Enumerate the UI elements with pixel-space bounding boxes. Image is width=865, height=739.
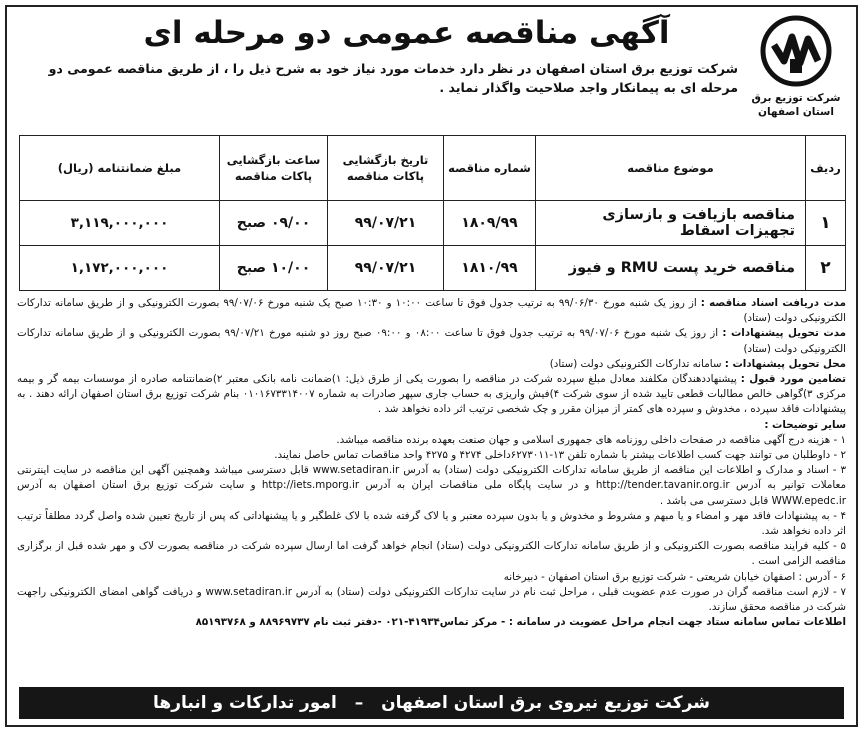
- tender-table: [19, 135, 846, 291]
- table-header-row: [20, 136, 846, 201]
- cell-row-number: ۱: [806, 201, 846, 246]
- doc-receive-text: از روز یک شنبه مورخ ۹۹/۰۶/۳۰ به ترتیب جدول فوق تا ساعت ۱۰:۰۰ و ۱۰:۳۰ صبح یک شنبه مورخ ۹۹/۰۷/۰۶ بصورت الکترونیکی و از طریق سامانه تدارکات الکترونیکی دولت (ستاد): [17, 297, 846, 325]
- guarantee-note: [17, 372, 846, 418]
- cell-subject: مناقصه بازیافت و بازسازی تجهیزات اسقاط: [536, 201, 806, 246]
- doc-receive-label: مدت دریافت اسناد مناقصه :: [700, 297, 846, 309]
- list-item: ۴ - به پیشنهادات فاقد مهر و امضاء و یا مبهم و مشروط و مخدوش و یا بدون سپرده معتبر و یا لاک گرفته شده با لاک غلطگیر و یا پیشنهاداتی که پس از تاریخ تعیین شده واصل گردد مطلقاً ترتیب اثر داده نخواهد شد.: [17, 509, 846, 538]
- contact-info: اطلاعات تماس سامانه ستاد جهت انجام مراحل عضویت در سامانه : - مرکز تماس۴۱۹۳۴-۰۲۱ -دفتر ثبت نام ۸۸۹۶۹۷۳۷ و ۸۵۱۹۳۷۶۸: [195, 616, 846, 629]
- company-logo: [744, 13, 848, 131]
- header-row-number: ردیف: [806, 136, 846, 201]
- list-item: ۲ - داوطلبان می توانند جهت کسب اطلاعات بیشتر با شماره تلفن ۱۳-۶۲۷۳۰۱۱داخلی ۴۲۷۴ و ۴۲۷۵ واحد مناقصات تماس حاصل نمایند.: [274, 449, 846, 462]
- list-item: ۶ - آدرس : اصفهان خیابان شریعتی - شرکت توزیع برق استان اصفهان - دبیرخانه: [503, 570, 846, 583]
- cell-row-number: ۲: [806, 246, 846, 291]
- list-item: ۵ - کلیه فرایند مناقصه بصورت الکترونیکی و از طریق سامانه تدارکات الکترونیکی دولت (ستاد) انجام خواهد گرفت اما ارسال سپرده شرکت در مناقصه بصورت لاک و مهر شده قبل از برگزاری مناقصه الزامی است .: [17, 540, 846, 568]
- list-item: ۷ - لازم است مناقصه گران در صورت عدم عضویت قبلی ، مراحل ثبت نام در سایت تدارکات الکترونیکی دولت (ستاد) به آدرس www.setadiran.ir و دریافت گواهی امضای الکترونیکی راجهت شرکت در مناقصه محقق سازند.: [17, 585, 847, 614]
- notes-section: [17, 296, 846, 630]
- cell-tender-number: ۱۸۱۰/۹۹: [444, 246, 536, 291]
- cell-open-time: ۱۰/۰۰ صبح: [220, 246, 328, 291]
- header-open-time: ساعت بازگشایی پاکات مناقصه: [220, 136, 328, 201]
- cell-subject: مناقصه خرید پست RMU و فیوز: [536, 246, 806, 291]
- guarantee-label: تضامین مورد قبول :: [740, 373, 846, 386]
- table-row: [20, 246, 846, 291]
- cell-guarantee-amount: ۳,۱۱۹,۰۰۰,۰۰۰: [20, 201, 220, 246]
- delivery-note: [17, 357, 846, 372]
- cell-tender-number: ۱۸۰۹/۹۹: [444, 201, 536, 246]
- intro-paragraph: شرکت توزیع برق استان اصفهان در نظر دارد خدمات مورد نیاز خود به شرح ذیل را ، از طریق مناقصه عمومی دو مرحله ای به پیمانکار واجد صلاحیت واگذار نماید .: [48, 61, 738, 95]
- logo-caption-line2: استان اصفهان: [758, 106, 834, 118]
- cell-guarantee-amount: ۱,۱۷۲,۰۰۰,۰۰۰: [20, 246, 220, 291]
- doc-receive-note: [17, 296, 846, 326]
- proposal-label: مدت تحویل پیشنهادات :: [722, 327, 847, 340]
- footer-separator: –: [354, 693, 364, 713]
- power-company-logo-icon: [760, 15, 832, 87]
- delivery-label: محل تحویل پیشنهادات :: [724, 357, 846, 370]
- tender-notice: [5, 5, 858, 727]
- proposal-note: [17, 326, 846, 356]
- header-open-date: تاریخ بازگشایی پاکات مناقصه: [328, 136, 444, 201]
- header-tender-number: شماره مناقصه: [444, 136, 536, 201]
- page-title: آگهی مناقصه عمومی دو مرحله ای: [143, 15, 670, 51]
- delivery-text: سامانه تدارکات الکترونیکی دولت (ستاد): [549, 357, 722, 370]
- other-notes-label: سایر توضیحات :: [764, 418, 846, 431]
- footer-department: امور تدارکات و انبارها: [153, 693, 337, 713]
- logo-caption-line1: شرکت توزیع برق: [751, 92, 841, 104]
- header-subject: موضوع مناقصه: [536, 136, 806, 201]
- list-item: ۳ - اسناد و مدارک و اطلاعات این مناقصه از طریق سامانه تدارکات الکترونیکی دولت (ستاد) به آدرس www.setadiran.ir قابل دسترسی میباشد وهمچنین آگهی این مناقصه در سایت اینترنتی معاملات توانیر به آدرس http://tender.tavanir.org.ir و در سایت پایگاه ملی مناقصات ایران به آدرس http://iets.mporg.ir و سایت شرکت توزیع برق استان اصفهان به آدرس WWW.epedc.ir قابل دسترسی می باشد .: [17, 464, 846, 507]
- cell-open-time: ۰۹/۰۰ صبح: [220, 201, 328, 246]
- cell-open-date: ۹۹/۰۷/۲۱: [328, 246, 444, 291]
- list-item: ۱ - هزینه درج آگهی مناقصه در صفحات داخلی روزنامه های جمهوری اسلامی و جهان صنعت بعهده برنده مناقصه میباشد.: [336, 433, 846, 446]
- header-guarantee-amount: مبلغ ضمانتنامه (ریال): [20, 136, 220, 201]
- footer-company: شرکت توزیع نیروی برق استان اصفهان: [381, 693, 710, 713]
- guarantee-text: پیشنهاددهندگان مکلفند معادل مبلغ سپرده شرکت در مناقصه را بصورت یکی از طرق ذیل: ۱)ضمانت نامه بانکی معتبر ۲)ضمانتنامه صادره از موسسات بیمه گر و بیمه مرکزی ۳)گواهی خالص مطالبات قطعی تایید شده از سوی شرکت ۴)فیش واریزی به حساب جاری سپهر صادرات به شماره ۰۱۰۱۶۷۳۳۱۴۰۰۷ بنام شرکت توزیع برق استان اصفهان ارائه دهند . به پیشنهادات فاقد سپرده ، مخدوش و سپرده های کمتر از میزان مقرر و چک شخصی ترتیب اثر داده نخواهد شد .: [17, 373, 846, 416]
- cell-open-date: ۹۹/۰۷/۲۱: [328, 201, 444, 246]
- proposal-text: از روز یک شنبه مورخ ۹۹/۰۷/۰۶ به ترتیب جدول فوق تا ساعت ۰۸:۰۰ و ۰۹:۰۰ صبح روز دو شنبه مورخ ۹۹/۰۷/۲۱ بصورت الکترونیکی و از طریق سامانه تدارکات الکترونیکی دولت (ستاد): [17, 327, 846, 355]
- footer-bar: [19, 687, 844, 719]
- table-row: [20, 201, 846, 246]
